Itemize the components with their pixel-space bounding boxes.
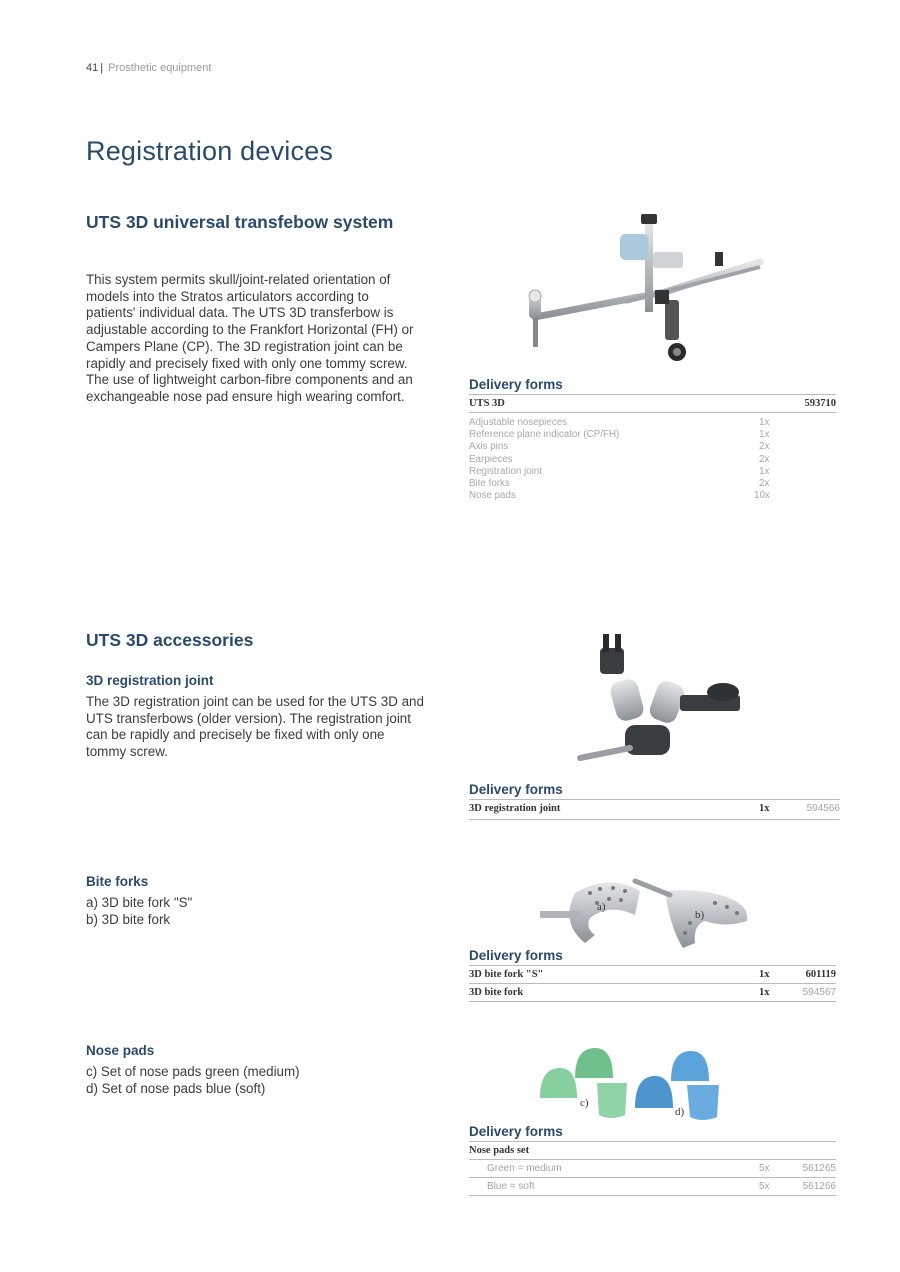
desc-line: adjustable according to the Frankfort Horizontal (FH) or [86, 322, 414, 338]
product-qty: 1x [759, 969, 770, 980]
product-qty: 5x [759, 1163, 770, 1174]
bite-forks-image [535, 873, 760, 953]
product-code: 601119 [805, 969, 836, 980]
accessories-heading: UTS 3D accessories [86, 630, 254, 650]
transferbow-image [515, 212, 775, 372]
biteforks-delivery-forms [469, 948, 836, 1002]
table-row [469, 966, 836, 984]
registration-joint-image [575, 630, 745, 770]
delivery-forms-title: Delivery forms [469, 782, 563, 797]
product-name: 3D registration joint [469, 803, 561, 814]
product-code: 561265 [802, 1163, 836, 1174]
item-qty: 2x [759, 453, 770, 465]
item-qty: 10x [754, 490, 770, 502]
delivery-forms-title: Delivery forms [469, 377, 563, 392]
desc-line: rapidly and precisely fixed with only one tommy screw. [86, 355, 408, 371]
delivery-forms-title: Delivery forms [469, 1124, 563, 1139]
desc-line: patients' individual data. The UTS 3D transferbow is [86, 305, 394, 321]
table-row [469, 984, 836, 1002]
table-row [469, 800, 840, 820]
item-name: Bite forks [469, 477, 510, 489]
product-code: 593710 [804, 398, 836, 409]
product-code: 594566 [806, 803, 840, 814]
product-name: UTS 3D [469, 398, 505, 409]
list-item [469, 441, 836, 453]
biteforks-list [86, 895, 192, 928]
table-row [469, 1178, 836, 1196]
pad-label-d: d) [675, 1106, 685, 1118]
page-title: Registration devices [86, 136, 334, 166]
item-qty: 1x [759, 417, 770, 428]
page-header [86, 62, 211, 74]
list-item: c) Set of nose pads green (medium) [86, 1064, 300, 1079]
list-item: b) 3D bite fork [86, 911, 171, 927]
nosepads-list [86, 1064, 300, 1097]
list-item: d) Set of nose pads blue (soft) [86, 1080, 266, 1096]
item-qty: 2x [759, 477, 770, 489]
list-item [469, 454, 836, 466]
page-number: 41 [86, 62, 99, 74]
desc-line: Campers Plane (CP). The 3D registration joint can be [86, 338, 403, 354]
desc-line: The use of lightweight carbon-fibre components and an [86, 372, 413, 388]
product-name: 3D bite fork [469, 987, 524, 998]
product-qty: 1x [759, 987, 770, 998]
set-label: Nose pads set [469, 1145, 530, 1156]
item-name: Reference plane indicator (CP/FH) [469, 429, 620, 441]
uts-description [86, 272, 466, 406]
product-name: 3D bite fork "S" [469, 969, 544, 980]
table-row [469, 1160, 836, 1178]
item-name: Adjustable nosepieces [469, 417, 568, 428]
list-item [469, 490, 836, 502]
delivery-forms-title: Delivery forms [469, 948, 563, 963]
item-name: Axis pins [469, 441, 509, 453]
pad-label-c: c) [580, 1097, 589, 1109]
biteforks-delivery-table [469, 965, 836, 1002]
desc-line: UTS transferbows (older version). The registration joint [86, 710, 411, 726]
product-code: 594567 [802, 987, 836, 998]
desc-line: models into the Stratos articulators according to [86, 288, 369, 304]
list-item: a) 3D bite fork "S" [86, 895, 193, 910]
list-item [469, 417, 836, 429]
header-separator: | [100, 62, 104, 74]
uts-heading: UTS 3D universal transfebow system [86, 212, 394, 232]
joint-delivery-forms [469, 782, 840, 820]
uts-delivery-table [469, 394, 836, 413]
desc-line: This system permits skull/joint-related orientation of [86, 272, 391, 287]
product-name: Blue = soft [487, 1181, 535, 1192]
section-name: Prosthetic equipment [108, 62, 212, 74]
item-qty: 2x [759, 441, 770, 453]
uts-components-list [469, 417, 836, 502]
fork-label-b: b) [695, 909, 705, 921]
joint-delivery-table [469, 799, 840, 820]
nose-pads-image [535, 1043, 725, 1123]
joint-subheading: 3D registration joint [86, 673, 214, 688]
nosepads-subheading: Nose pads [86, 1043, 155, 1058]
product-name: Green = medium [487, 1163, 562, 1174]
fork-label-a: a) [597, 901, 606, 913]
item-qty: 1x [759, 465, 770, 477]
product-code: 561266 [802, 1181, 836, 1192]
desc-line: tommy screw. [86, 744, 168, 760]
desc-line: can be rapidly and precisely be fixed with only one [86, 727, 385, 743]
nosepads-delivery-forms [469, 1124, 836, 1196]
uts-delivery-forms [469, 377, 836, 502]
item-name: Registration joint [469, 465, 542, 477]
product-qty: 5x [759, 1181, 770, 1192]
joint-description [86, 694, 466, 761]
item-name: Nose pads [469, 490, 516, 502]
table-row [469, 395, 836, 413]
nosepads-delivery-table [469, 1141, 836, 1196]
biteforks-subheading: Bite forks [86, 874, 149, 889]
list-item [469, 466, 836, 478]
item-qty: 1x [759, 429, 770, 441]
desc-line: exchangeable nose pad ensure high wearing comfort. [86, 388, 405, 404]
product-qty: 1x [759, 803, 770, 814]
list-item [469, 478, 836, 490]
desc-line: The 3D registration joint can be used for the UTS 3D and [86, 694, 424, 709]
item-name: Earpieces [469, 453, 513, 465]
list-item [469, 429, 836, 441]
table-row [469, 1142, 836, 1160]
